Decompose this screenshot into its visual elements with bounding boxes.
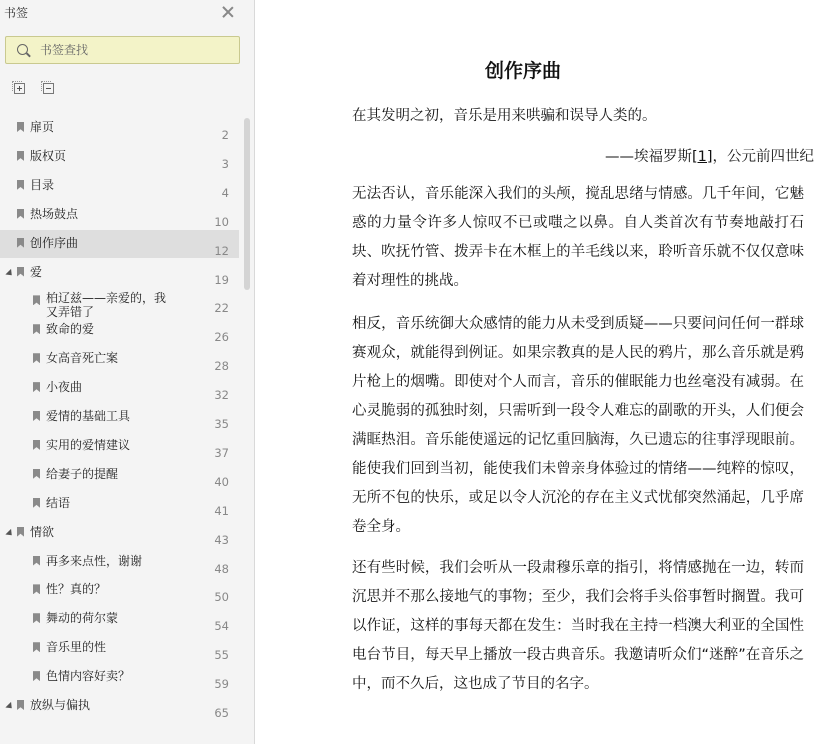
bookmark-icon <box>33 556 40 566</box>
bookmark-label: 结语 <box>46 495 71 510</box>
bookmark-search-input[interactable] <box>40 41 230 59</box>
search-icon <box>17 44 28 55</box>
bookmark-item[interactable] <box>0 374 239 402</box>
bookmark-icon <box>17 700 24 710</box>
bookmark-label: 实用的爱情建议 <box>46 437 131 452</box>
bookmark-item[interactable] <box>0 345 239 373</box>
bookmark-label: 给妻子的提醒 <box>46 466 119 481</box>
bookmark-icon <box>17 267 24 277</box>
bookmark-page-number: 3 <box>221 156 229 171</box>
attribution-author: ——埃福罗斯 <box>604 149 692 165</box>
bookmark-label: 柏辽兹——亲爱的，我又弄错了 <box>46 291 167 320</box>
paragraph: 无法否认，音乐能深入我们的头颅，搅乱思绪与情感。几千年间，它魅惑的力量令许多人惊叹不已或嗤之以鼻。自人类首次有节奏地敲打石块、吹抚竹管、拨弄卡在木框上的羊毛线以来，聆听音乐就不仅仅意味着对理性的挑战。 <box>352 186 804 289</box>
bookmark-page-number: 19 <box>214 272 229 287</box>
bookmark-panel-title: 书签 <box>4 6 29 20</box>
bookmark-item[interactable] <box>0 259 239 287</box>
bookmark-item[interactable] <box>0 605 239 633</box>
bookmark-label: 版权页 <box>30 148 67 163</box>
bookmark-icon <box>33 295 40 305</box>
epigraph-attribution <box>352 145 814 166</box>
bookmark-label: 扉页 <box>30 120 55 134</box>
chapter-title: 创作序曲 <box>484 60 561 82</box>
bookmark-icon <box>33 353 40 363</box>
attribution-era: ，公元前四世纪 <box>712 149 814 165</box>
expand-all-icon[interactable] <box>12 81 25 94</box>
bookmark-scrollbar[interactable] <box>244 118 250 290</box>
bookmark-icon <box>33 584 40 594</box>
bookmark-page-number: 65 <box>214 706 229 720</box>
bookmark-page-number: 22 <box>214 301 229 316</box>
bookmark-item[interactable] <box>0 663 239 691</box>
bookmark-item[interactable] <box>0 548 239 576</box>
bookmark-page-number: 40 <box>214 474 229 489</box>
expand-caret-icon[interactable] <box>5 702 14 711</box>
expand-caret-icon[interactable] <box>5 528 14 537</box>
bookmark-page-number: 54 <box>214 619 229 634</box>
bookmark-label: 爱 <box>30 264 43 279</box>
bookmark-icon <box>17 122 24 132</box>
bookmark-page-number: 4 <box>221 185 229 200</box>
bookmark-page-number: 37 <box>214 445 229 460</box>
bookmark-icon <box>17 527 24 537</box>
bookmark-icon <box>17 151 24 161</box>
bookmark-page-number: 48 <box>214 561 229 576</box>
bookmark-icon <box>17 238 24 248</box>
bookmark-icon <box>33 411 40 421</box>
bookmark-page-number: 2 <box>221 128 229 142</box>
paragraph: 相反，音乐统御大众感情的能力从未受到质疑——只要问问任何一群球赛观众，就能得到例证。如果宗教真的是人民的鸦片，那么音乐就是鸦片枪上的烟嘴。即使对个人而言，音乐的催眠能力也丝毫没有减弱。在心灵脆弱的孤独时刻，只需听到一段令人难忘的副歌的开头，人们便会满眶热泪。音乐能使遥远的记忆重回脑海，久已遗忘的往事浮现眼前。能使我们回到当初，能使我们未曾亲身体验过的情绪——纯粹的惊叹，无所不包的快乐，或足以令人沉沦的存在主义式忧郁突然涌起，几乎席卷全身。 <box>352 316 804 535</box>
bookmark-page-number: 28 <box>214 359 229 374</box>
bookmark-label: 热场鼓点 <box>30 206 79 221</box>
bookmark-page-number: 55 <box>214 648 229 663</box>
bookmark-page-number: 32 <box>214 388 229 403</box>
bookmark-icon <box>33 382 40 392</box>
bookmark-label: 舞动的荷尔蒙 <box>46 611 119 626</box>
bookmark-icon <box>33 440 40 450</box>
bookmark-item[interactable] <box>0 692 239 720</box>
bookmark-page-number: 10 <box>214 214 229 229</box>
bookmark-item[interactable] <box>0 634 239 662</box>
bookmark-label: 致命的爱 <box>46 322 95 337</box>
bookmark-search-box[interactable] <box>5 36 240 64</box>
bookmark-page-number: 43 <box>214 532 229 547</box>
bookmark-label: 色情内容好卖？ <box>46 669 131 684</box>
close-icon[interactable] <box>220 4 236 20</box>
bookmark-label: 放纵与偏执 <box>30 698 91 712</box>
bookmark-page-number: 59 <box>214 677 229 692</box>
bookmark-icon <box>33 469 40 479</box>
bookmark-page-number: 50 <box>214 590 229 605</box>
epigraph: 在其发明之初，音乐是用来哄骗和误导人类的。 <box>352 108 657 124</box>
bookmark-page-number: 41 <box>214 503 229 518</box>
bookmark-item[interactable] <box>0 576 239 604</box>
bookmark-icon <box>33 642 40 652</box>
bookmark-icon <box>33 613 40 623</box>
bookmark-icon <box>33 324 40 334</box>
bookmark-label: 再多来点性，谢谢 <box>46 553 143 568</box>
bookmark-item[interactable] <box>0 403 239 431</box>
bookmark-icon <box>33 671 40 681</box>
bookmark-label: 情欲 <box>30 524 55 539</box>
bookmark-panel-header <box>0 0 254 26</box>
bookmark-item[interactable] <box>0 201 239 229</box>
bookmark-item[interactable] <box>0 287 239 320</box>
bookmark-item[interactable] <box>0 316 239 344</box>
document-page <box>256 0 814 744</box>
expand-caret-icon[interactable] <box>5 268 14 277</box>
bookmark-page-number: 35 <box>214 417 229 431</box>
bookmark-page-number: 12 <box>214 243 229 258</box>
bookmark-icon <box>17 209 24 219</box>
bookmark-icon <box>33 498 40 508</box>
bookmark-item[interactable] <box>0 143 239 171</box>
footnote-link[interactable]: [1] <box>691 149 713 165</box>
bookmark-item[interactable] <box>0 432 239 460</box>
bookmark-label: 性？真的？ <box>46 582 107 597</box>
bookmark-label: 爱情的基础工具 <box>46 409 131 423</box>
collapse-all-icon[interactable] <box>41 81 54 94</box>
bookmark-label: 目录 <box>30 177 55 192</box>
bookmark-item[interactable] <box>0 172 239 200</box>
bookmark-label: 女高音死亡案 <box>46 351 119 366</box>
bookmark-item[interactable] <box>0 519 239 547</box>
bookmark-item[interactable] <box>0 230 239 258</box>
bookmark-label: 音乐里的性 <box>46 640 107 655</box>
bookmark-item[interactable] <box>0 114 239 142</box>
bookmark-icon <box>17 180 24 190</box>
bookmark-item[interactable] <box>0 490 239 518</box>
bookmark-label: 创作序曲 <box>30 235 79 250</box>
bookmark-page-number: 26 <box>214 330 229 345</box>
bookmark-item[interactable] <box>0 461 239 489</box>
paragraph: 还有些时候，我们会听从一段肃穆乐章的指引，将情感抛在一边，转而沉思并不那么接地气的事物；至少，我们会将手头俗事暂时搁置。我可以作证，这样的事每天都在发生：当时我在主持一档澳大利亚的全国性电台节目，每天早上播放一段古典音乐。我邀请听众们“迷醉”在音乐之中，而不久后，这也成了节目的名字。 <box>352 560 804 692</box>
bookmark-panel <box>0 0 255 744</box>
bookmark-label: 小夜曲 <box>46 380 83 395</box>
